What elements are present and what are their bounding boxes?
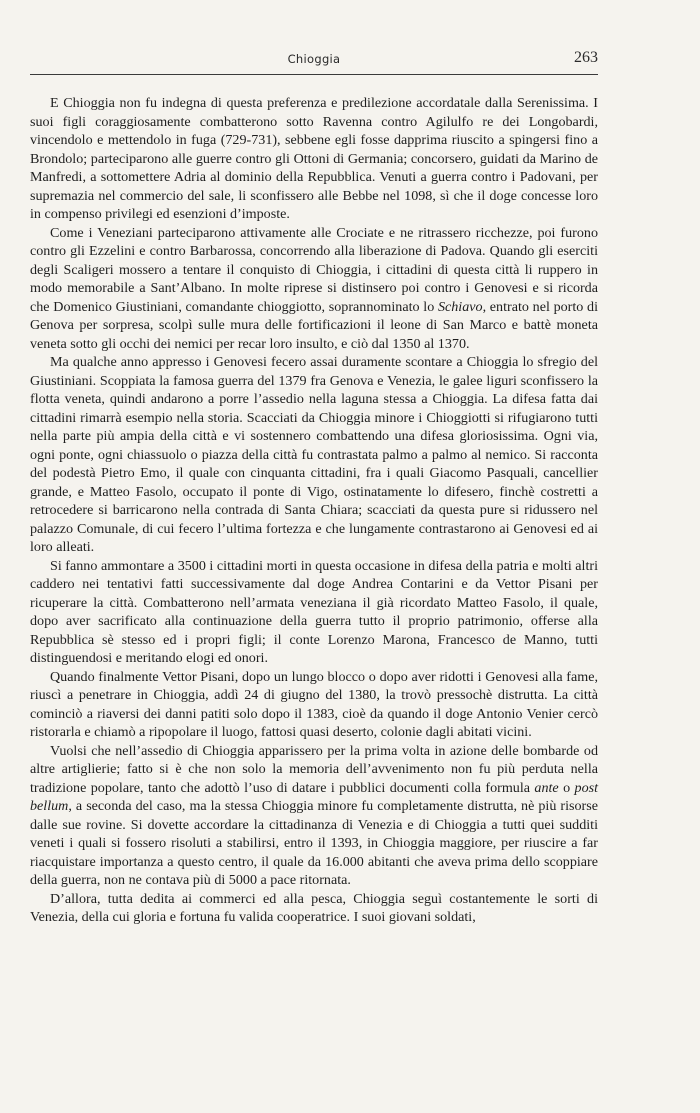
paragraph-6-part-2: o [558,779,575,796]
page-number: 263 [574,49,598,66]
header-rule [30,74,598,75]
paragraph-2-italic: Schiavo [437,298,483,315]
paragraph-2 [30,224,598,354]
paragraph-7: D’allora, tutta dedita ai commerci ed alla pesca, Chioggia seguì costantemente le sorti di Venezia, della cui gloria e fortuna fu valida cooperatrice. I suoi giovani soldati, [30,890,598,925]
body-text [30,94,598,927]
paragraph-6-part-3: , a seconda del caso, ma la stessa Chioggia minore fu completamente distrutta, nè più risorse dalle sue rovine. Si dovette accordare la cittadinanza di Venezia e di Chioggia a tutti quei sudditi veneti i quali si fossero risoluti a stabilirsi, entro il 1393, in Chioggia maggiore, per riuscire a far riacquistare importanza a questo centro, il quale da 16.000 abitanti che aveva prima dello scoppiare della guerra, non ne contava più di 5000 a pace ritornata. [30,798,598,888]
running-title: Chioggia [287,52,341,66]
paragraph-6 [30,742,598,890]
paragraph-6-italic-ante: ante [534,779,559,796]
paragraph-1: E Chioggia non fu indegna di questa preferenza e predilezione accordatale dalla Serenissima. I suoi figli coraggiosamente combatterono sotto Ravenna contro Agilulfo re dei Longobardi, vincendolo e mettendolo in fuga (729-731), sebbene egli fosse dapprima riuscito a spingersi fino a Brondolo; parteciparono alle guerre contro gli Ottoni di Germania; concorsero, guidati da Marino de Manfredi, a sottomettere Adria al dominio della Repubblica. Venuti a guerra contro i Padovani, per supremazia nel commercio del sale, li sconfissero alle Bebbe nel 1098, sì che il doge concesse loro in compenso privilegi ed esenzioni d’imposte. [30,95,598,222]
paragraph-4: Si fanno ammontare a 3500 i cittadini morti in questa occasione in difesa della patria e molti altri caddero nei tentativi fatti successivamente dal doge Andrea Contarini e da Vettor Pisani per ricuperare la città. Combatterono nell’armata veneziana il già ricordato Matteo Fasolo, il quale, dopo aver sacrificato alla continuazione della guerra tutto il proprio patrimonio, offerse alla Repubblica sè stesso ed i propri figli; il conte Lorenzo Marona, Francesco de Manno, tutti distinguendosi e meritando elogi ed onori. [30,557,598,666]
page-header [30,48,598,72]
paragraph-3: Ma qualche anno appresso i Genovesi fecero assai duramente scontare a Chioggia lo sfregio del Giustiniani. Scoppiata la famosa guerra del 1379 fra Genova e Venezia, le galee liguri sconfissero la flotta veneta, quindi andarono a porre l’assedio nella laguna stessa a Chioggia. La difesa fatta dai cittadini rimarrà esempio nella storia. Scacciati da Chioggia minore i Chioggiotti si rifugiarono tutti nella parte più ampia della città e vi sostennero combattendo una difesa gloriosissima. Ogni via, ogni ponte, ogni chiassuolo o piazza della città fu contrastata palmo a palmo al nemico. Si racconta del podestà Pietro Emo, il quale con cinquanta cittadini, fra i quali Giacomo Pasquali, cancellier grande, e Matteo Fasolo, occupato il ponte di Vigo, ostinatamente lo difesero, finchè costretti a retrocedere si barricarono nella contrada di Santa Chiara; scacciati da questa pure si ridussero nel palazzo Comunale, di cui fecero l’ultima fortezza e che lungamente contrastarono ai Genovesi ed ai loro alleati. [30,354,598,555]
paragraph-6-italic-post-bellum: post bellum [30,779,599,814]
paragraph-2-part-1: Come i Veneziani parteciparono attivamente alle Crociate e ne ritrassero ricchezze, poi furono contro gli Ezzelini e contro Barbarossa, concorrendo alla liberazione di Padova. Quando gli eserciti degli Scaligeri mossero a tentare il conquisto di Chioggia, i cittadini di questa città li ruppero in modo memorabile a Sant’Albano. In molte riprese si distinsero poi contro i Genovesi e si ricorda che Domenico Giustiniani, comandante chioggiotto, soprannominato lo [30,224,598,315]
paragraph-2-part-2: , entrato nel porto di Genova per sorpresa, scolpì sulle mura delle fortificazioni il leone di San Marco e battè moneta veneta sotto gli occhi dei nemici per recar loro insulto, e ciò dal 1350 al 1370. [30,298,598,352]
paragraph-5: Quando finalmente Vettor Pisani, dopo un lungo blocco o dopo aver ridotti i Genovesi alla fame, riuscì a penetrare in Chioggia, addì 24 di giugno del 1380, la trovò pressochè distrutta. La città cominciò a riaversi dei danni patiti solo dopo il 1383, cioè da quando il doge Antonio Venier cercò ristorarla e chiamò a ripopolare il luogo, fattosi quasi deserto, colonie dagli abitati vicini. [30,668,598,740]
paragraph-6-part-1: Vuolsi che nell’assedio di Chioggia apparissero per la prima volta in azione delle bombarde od altre artiglierie; fatto si è che non solo la memoria dell’avvenimento non fu più perduta nella tradizione popolare, tanto che adottò l’uso di datare i pubblici documenti colla formula [30,742,598,796]
